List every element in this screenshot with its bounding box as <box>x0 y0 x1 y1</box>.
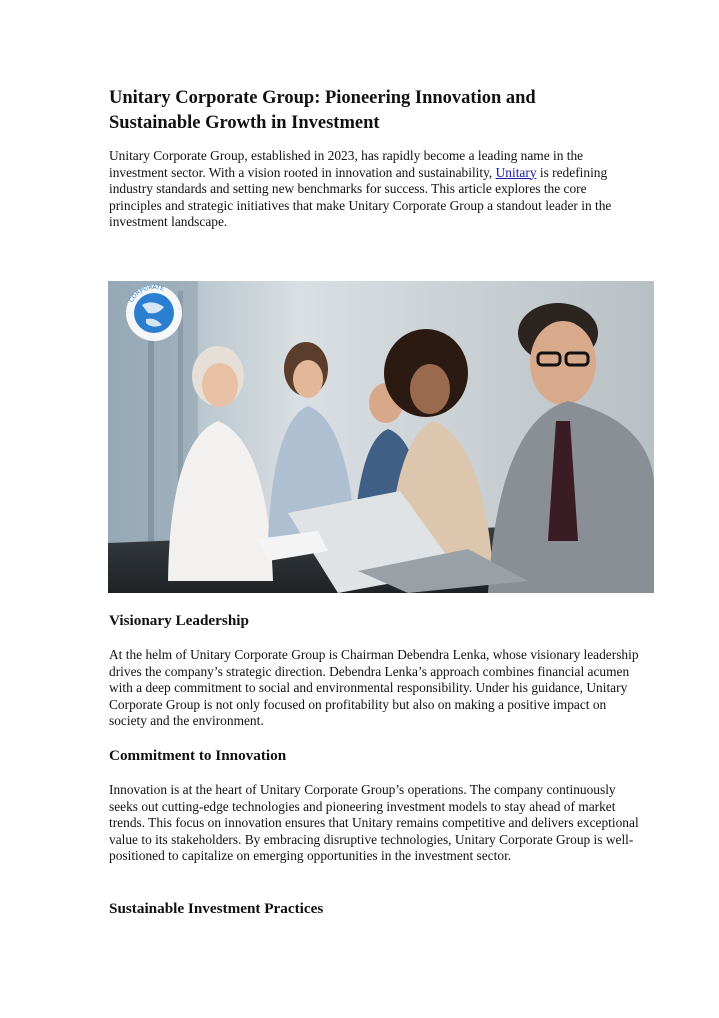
innovation-paragraph: Innovation is at the heart of Unitary Corporate Group’s operations. The company continuously seeks out cutting-edge technologies and pioneering investment models to stay ahead of market trends. This focus on innovation ensures that Unitary remains competitive and delivers exceptional value to its stakeholders. By embracing disruptive technologies, Unitary Corporate Group is well-positioned to capitalize on emerging opportunities in the investment sector. <box>109 782 639 864</box>
intro-text-end: is redefining industry standards and setting new benchmarks for success. This article explores the core principles and strategic initiatives that make Unitary Corporate Group a standout leader in the investment landscape. <box>109 164 612 230</box>
team-meeting-photo <box>108 281 654 593</box>
intro-text-start: Unitary Corporate Group, established in 2023, has rapidly become a leading name in the investment sector. With a vision rooted in innovation and sustainability, <box>109 148 584 180</box>
article-title: Unitary Corporate Group: Pioneering Innovation and Sustainable Growth in Investment <box>109 88 536 133</box>
heading-sustainable-investment: Sustainable Investment Practices <box>109 900 324 917</box>
logo-text: CORPORATE <box>127 283 165 304</box>
intro-paragraph <box>109 148 639 231</box>
heading-commitment-to-innovation: Commitment to Innovation <box>109 747 287 764</box>
unitary-link[interactable]: Unitary <box>495 164 537 180</box>
visionary-leadership-paragraph: At the helm of Unitary Corporate Group is Chairman Debendra Lenka, whose visionary leadership drives the company’s strategic direction. Debendra Lenka’s approach combines financial acumen with a deep commitment to social and environmental responsibility. Under his guidance, Unitary Corporate Group is not only focused on profitability but also on making a positive impact on society and the environment. <box>109 647 639 729</box>
heading-visionary-leadership: Visionary Leadership <box>109 612 249 629</box>
